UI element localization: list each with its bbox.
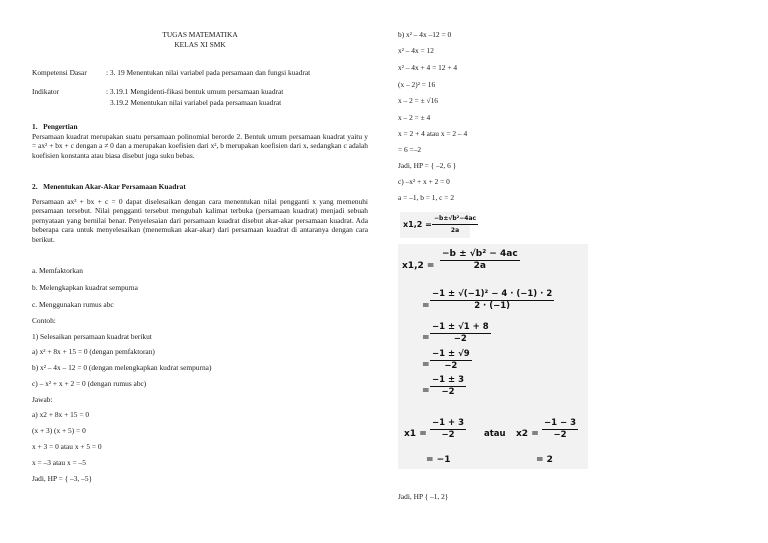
section2-body: Persamaan ax² + bx + c = 0 dapat diselesaikan dengan cara menentukan nilai pengganti x yang memenuhi persamaan tersebut. Nilai pengganti tersebut mengubah kalimat terbuka (persamaan kuadrat) menjadi sebuah pernyataan yang bernilai benar. Penyelesaian dari persamaan kuadrat disebut akar-akar persamaan kuadrat. Ada beberapa cara untuk menyelesaikan (menemukan akar-akar) dari persamaan kuadrat di antaranya dengan cara berikut. (32, 197, 368, 244)
contoh-item-a: a) x² + 8x + 15 = 0 (dengan pemfaktoran) (32, 347, 155, 356)
x2-denominator: −2 (553, 430, 567, 441)
c-line-1: c) –x² + x + 2 = 0 (398, 177, 450, 186)
section2-number: 2. (32, 182, 38, 191)
contoh-intro: 1) Selesaikan persamaan kuadrat berikut (32, 332, 152, 341)
formula-image-large (398, 244, 588, 469)
step4-denominator: −2 (441, 387, 455, 398)
step1-denominator: 2 · (−1) (474, 301, 511, 312)
formula-small-numerator: −b±√b²−4ac (432, 214, 478, 225)
kompetensi-value: : 3. 19 Menentukan nilai variabel pada persamaan dan fungsi kuadrat (106, 68, 311, 77)
section2-title: Menentukan Akar-Akar Persamaan Kuadrat (43, 182, 186, 191)
b-line-9: Jadi, HP = { –2, 6 } (398, 161, 457, 170)
step1-numerator: −1 ± √(−1)² − 4 · (−1) · 2 (430, 290, 554, 301)
b-line-3: x² – 4x + 4 = 12 + 4 (398, 63, 458, 72)
x1-denominator: −2 (441, 430, 455, 441)
step2-eq: = (422, 333, 430, 343)
kompetensi-label: Kompetensi Dasar (32, 68, 87, 77)
step3-fraction (430, 350, 472, 372)
formula-numerator: −b ± √b² − 4ac (440, 250, 520, 261)
section1-title: Pengertian (43, 122, 78, 131)
b-line-4: (x – 2)² = 16 (398, 80, 436, 89)
x2-numerator: −1 − 3 (542, 419, 578, 430)
b-line-2: x² – 4x = 12 (398, 46, 434, 55)
jawab-label: Jawab: (32, 395, 53, 404)
formula-image-small (400, 212, 477, 238)
step3-numerator: −1 ± √9 (430, 350, 472, 361)
x2-lhs: x2 = (516, 429, 539, 439)
jawab-line-4: x = –3 atau x = –5 (32, 458, 86, 467)
b-line-6: x – 2 = ± 4 (398, 113, 431, 122)
x1-value: = −1 (426, 455, 451, 465)
contoh-label: Contoh: (32, 316, 56, 325)
section1-body: Persamaan kuadrat merupakan suatu persamaan polinomial berorde 2. Bentuk umum persamaan kuadrat yaitu y = ax² + bx + c dengan a ≠ 0 dan a merupakan koefisien dari x², b merupakan koefisien dari x, sedangkan c adalah koefisien konstanta atau biasa disebut juga suku bebas. (32, 132, 368, 160)
jawab-line-1: a) x2 + 8x + 15 = 0 (32, 410, 90, 419)
jawab-line-3: x + 3 = 0 atau x + 5 = 0 (32, 442, 102, 451)
step1-eq: = (422, 301, 430, 311)
indikator-item-1: : 3.19.1 Mengidenti-fikasi bentuk umum persamaan kuadrat (106, 87, 284, 96)
b-line-5: x – 2 = ± √16 (398, 96, 438, 105)
step1-fraction (430, 290, 554, 312)
step2-fraction (430, 323, 491, 345)
formula-denominator: 2a (473, 261, 486, 272)
formula-fraction (440, 250, 520, 272)
step4-numerator: −1 ± 3 (430, 376, 466, 387)
method-c: c. Menggunakan rumus abc (32, 300, 114, 309)
atau-label: atau (484, 429, 506, 439)
b-line-8: = 6 =–2 (398, 145, 422, 154)
method-b: b. Melengkapkan kuadrat sempurna (32, 283, 138, 292)
formula-small-lhs: x1,2 = (403, 220, 432, 229)
section1-number: 1. (32, 122, 38, 131)
b-line-7: x = 2 + 4 atau x = 2 – 4 (398, 129, 468, 138)
step4-fraction (430, 376, 466, 398)
step3-eq: = (422, 360, 430, 370)
step2-numerator: −1 ± √1 + 8 (430, 323, 491, 334)
jawab-line-2: (x + 3) (x + 5) = 0 (32, 426, 86, 435)
x2-fraction (542, 419, 578, 441)
jawab-line-5: Jadi, HP = { –3, –5} (32, 474, 93, 483)
x1-numerator: −1 + 3 (430, 419, 466, 430)
document-title: TUGAS MATEMATIKA (162, 30, 238, 39)
x1-lhs: x1 = (404, 429, 427, 439)
indikator-item-2: 3.19.2 Menentukan nilai variabel pada persamaan kuadrat (110, 98, 282, 107)
formula-small-fraction (432, 214, 478, 236)
formula-lhs: x1,2 = (402, 261, 435, 271)
step4-eq: = (422, 386, 430, 396)
section2-heading (32, 182, 186, 191)
step3-denominator: −2 (444, 361, 458, 372)
b-line-1: b) x² – 4x –12 = 0 (398, 30, 452, 39)
method-a: a. Memfaktorkan (32, 266, 83, 275)
section1-heading (32, 122, 78, 131)
contoh-item-c: c) – x² + x + 2 = 0 (dengan rumus abc) (32, 379, 147, 388)
formula-small-denominator: 2a (450, 227, 460, 235)
x1-fraction (430, 419, 466, 441)
indikator-label: Indikator (32, 87, 60, 96)
c-line-2: a = –1, b = 1, c = 2 (398, 193, 455, 202)
c-result: Jadi, HP { –1, 2} (398, 492, 449, 501)
document-subtitle: KELAS XI SMK (174, 40, 226, 49)
contoh-item-b: b) x² – 4x – 12 = 0 (dengan melengkapkan kudrat sempurna) (32, 363, 212, 372)
step2-denominator: −2 (453, 334, 467, 345)
x2-value: = 2 (536, 455, 553, 465)
